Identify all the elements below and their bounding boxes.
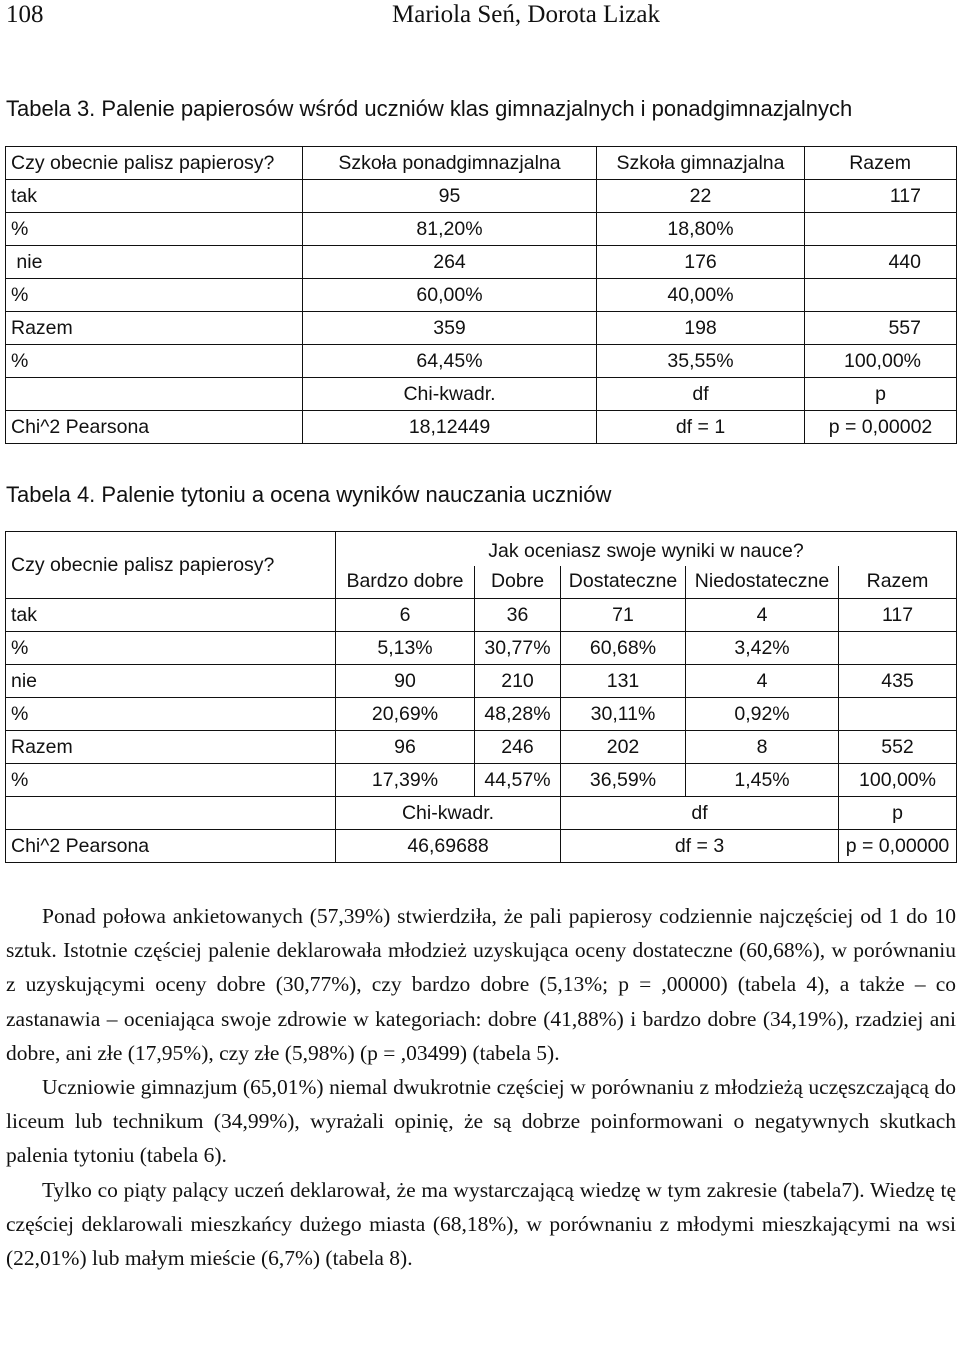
table-cell: nie [6,665,336,698]
table-cell: 552 [839,731,957,764]
table-row [6,731,957,764]
table-cell: 96 [336,731,475,764]
table-cell: Chi-kwadr. [303,378,597,411]
table-header-cell: Bardzo dobre [336,566,475,599]
table-cell: p = 0,00000 [839,830,957,863]
table-row [6,279,957,312]
page-number: 108 [6,1,44,28]
table-row [6,312,957,345]
table-cell: 95 [303,180,597,213]
table-cell: 18,80% [597,213,805,246]
table-header-cell: Szkoła gimnazjalna [597,147,805,180]
table-cell: 35,55% [597,345,805,378]
table-cell: nie [6,246,303,279]
table-header-cell: Razem [839,566,957,599]
table-header-cell: Dobre [475,566,561,599]
table-header-cell: Szkoła ponadgimnazjalna [303,147,597,180]
table-cell: 4 [686,599,839,632]
row-header-cell: Czy obecnie palisz papierosy? [6,532,336,599]
table-cell: 81,20% [303,213,597,246]
table-header-row [6,147,957,180]
table-cell [805,213,957,246]
group-header-cell: Jak oceniasz swoje wyniki w nauce? [336,532,957,566]
table-3-caption: Tabela 3. Palenie papierosów wśród uczniów klas gimnazjalnych i ponadgimnazjalnych [6,96,853,121]
table-cell: 36,59% [561,764,686,797]
page-header [0,0,960,40]
table-cell: 4 [686,665,839,698]
table-cell: df [561,797,839,830]
table-cell: 44,57% [475,764,561,797]
stat-header-row [6,797,957,830]
table-cell: Razem [6,312,303,345]
table-cell: 36 [475,599,561,632]
table-cell: 202 [561,731,686,764]
table-cell: 17,39% [336,764,475,797]
table-cell: p [805,378,957,411]
table-cell: 90 [336,665,475,698]
table-cell [839,632,957,665]
table-cell: % [6,698,336,731]
table-cell: 0,92% [686,698,839,731]
stat-header-row [6,378,957,411]
table-cell: 60,68% [561,632,686,665]
table-cell: Razem [6,731,336,764]
table-cell: 557 [805,312,957,345]
table-cell [805,279,957,312]
table-cell: 100,00% [805,345,957,378]
table-cell: df = 1 [597,411,805,444]
table-cell: 30,11% [561,698,686,731]
paragraph: Tylko co piąty palący uczeń deklarował, że ma wystarczającą wiedzę w tym zakresie (tabela7). Wiedzę tę częściej deklarowali mieszkańcy dużego miasta (68,18%), w porównaniu z młodymi mieszkającymi na wsi (22,01%) lub małym mieście (6,7%) (tabela 8). [6,1177,956,1271]
table-cell: 117 [805,180,957,213]
table-cell: 48,28% [475,698,561,731]
table-cell: 131 [561,665,686,698]
table-cell: 22 [597,180,805,213]
table-3 [5,146,957,444]
table-cell: % [6,764,336,797]
table-cell: Chi-kwadr. [336,797,561,830]
table-cell: Chi^2 Pearsona [6,830,336,863]
table-cell: 8 [686,731,839,764]
table-cell: 40,00% [597,279,805,312]
table-cell: 71 [561,599,686,632]
table-cell: p = 0,00002 [805,411,957,444]
table-cell: % [6,632,336,665]
table-cell [6,378,303,411]
table-cell [6,797,336,830]
stat-row [6,830,957,863]
table-cell: 198 [597,312,805,345]
table-cell: Chi^2 Pearsona [6,411,303,444]
table-cell: 1,45% [686,764,839,797]
table-cell: p [839,797,957,830]
table-cell: 359 [303,312,597,345]
table-cell: 60,00% [303,279,597,312]
table-cell: 46,69688 [336,830,561,863]
table-cell: 100,00% [839,764,957,797]
table-cell: 3,42% [686,632,839,665]
table-row [6,665,957,698]
table-cell: 246 [475,731,561,764]
table-header-cell: Czy obecnie palisz papierosy? [6,147,303,180]
table-row [6,246,957,279]
table-cell [839,698,957,731]
stat-row [6,411,957,444]
table-cell: df [597,378,805,411]
table-cell: 64,45% [303,345,597,378]
table-row [6,599,957,632]
table-cell: 176 [597,246,805,279]
table-cell: % [6,279,303,312]
table-row [6,698,957,731]
running-head-authors: Mariola Seń, Dorota Lizak [392,1,660,28]
table-cell: 30,77% [475,632,561,665]
paragraph: Uczniowie gimnazjum (65,01%) niemal dwukrotnie częściej w porównaniu z młodzieżą uczęszczającą do liceum lub technikum (34,99%), wyrażali opinię, że są dobrze poinformowani o negatywnych skutkach palenia tytoniu (tabela 6). [6,1075,956,1168]
table-cell: 20,69% [336,698,475,731]
table-row [6,345,957,378]
table-cell: tak [6,180,303,213]
table-cell: % [6,345,303,378]
table-cell: 440 [805,246,957,279]
table-cell: % [6,213,303,246]
table-cell: 117 [839,599,957,632]
table-row [6,632,957,665]
table-cell: 6 [336,599,475,632]
table-cell: tak [6,599,336,632]
table-cell: 435 [839,665,957,698]
table-header-cell: Niedostateczne [686,566,839,599]
table-header-cell: Dostateczne [561,566,686,599]
table-row [6,213,957,246]
table-cell: 18,12449 [303,411,597,444]
table-cell: 210 [475,665,561,698]
table-header-row [6,532,957,566]
table-header-cell: Razem [805,147,957,180]
table-cell: 264 [303,246,597,279]
table-4 [5,531,957,863]
table-cell: df = 3 [561,830,839,863]
table-4-caption: Tabela 4. Palenie tytoniu a ocena wyników nauczania uczniów [6,482,612,507]
table-cell: 5,13% [336,632,475,665]
table-row [6,764,957,797]
table-row [6,180,957,213]
paragraph: Ponad połowa ankietowanych (57,39%) stwierdziła, że pali papierosy codziennie najczęściej od 1 do 10 sztuk. Istotnie częściej palenie deklarowała młodzież uzyskująca oceny dostateczne (60,68%), w porównaniu z uzyskującymi oceny dobre (30,77%), czy bardzo dobre (5,13%; p = ,00000) (tabela 4), a także – co zastanawia – oceniająca swoje zdrowie w kategoriach: dobre (41,88%) i bardzo dobre (34,19%), rzadziej ani dobre, ani złe (17,95%), czy złe (5,98%) (p = ,03499) (tabela 5). [6,904,956,1065]
body-text [6,899,956,1275]
